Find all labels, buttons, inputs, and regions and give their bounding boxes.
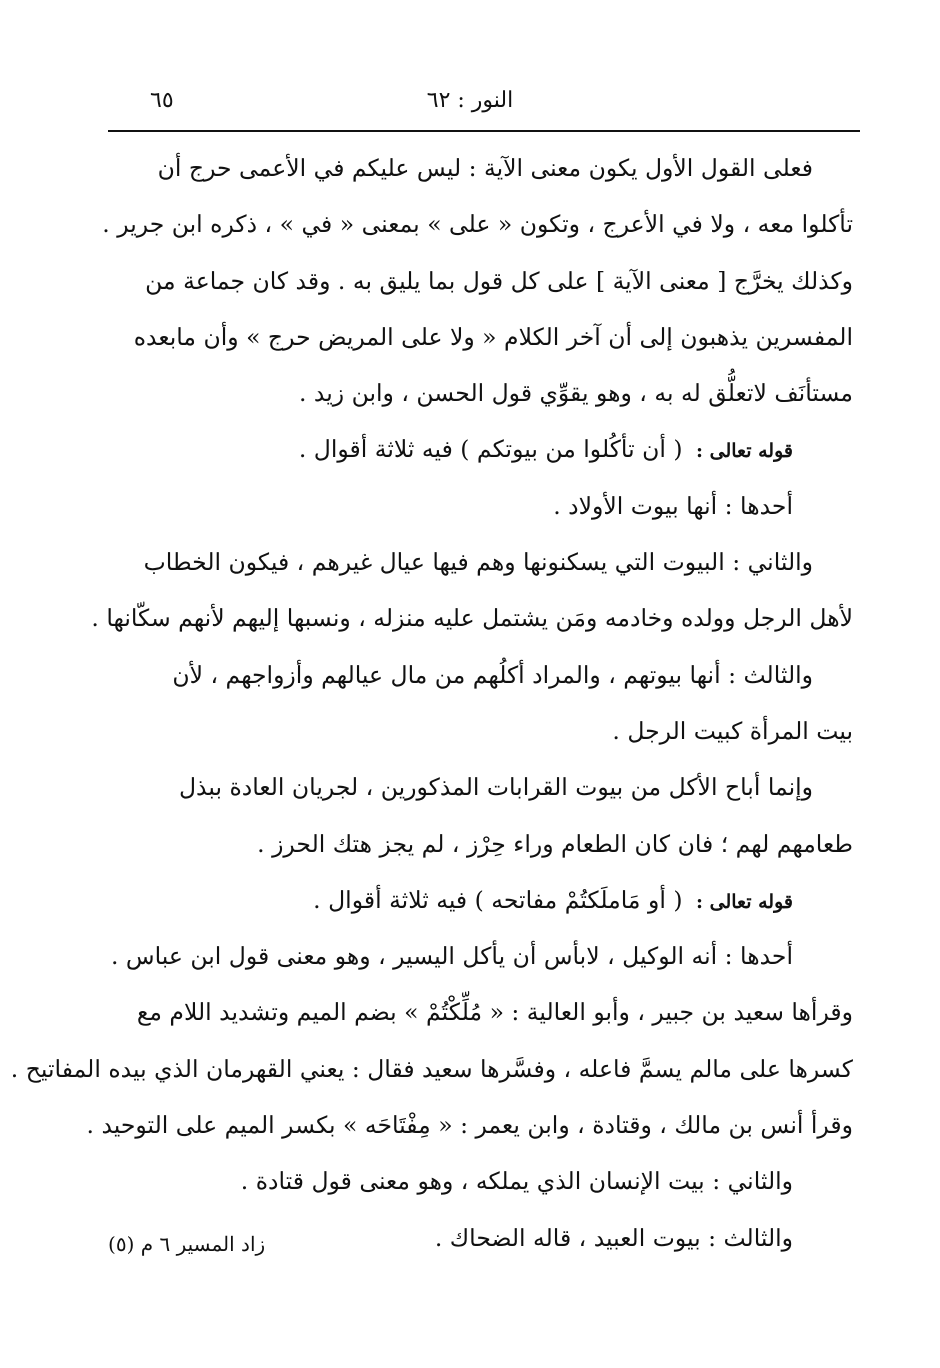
text-line: بيت المرأة كبيت الرجل . bbox=[612, 716, 853, 745]
text-line: كسرها على مالم يسمَّ فاعله ، وفسَّرها سعيد فقال : يعني القهرمان الذي بيده المفاتيح . bbox=[10, 1054, 853, 1083]
text-line: والثالث : بيوت العبيد ، قاله الضحاك . bbox=[434, 1223, 793, 1252]
text-line: والثاني : بيت الإنسان الذي يملكه ، وهو معنى قول قتادة . bbox=[240, 1167, 793, 1196]
text-line: لأهل الرجل وولده وخادمه ومَن يشتمل عليه منزله ، ونسبها إليهم لأنهم سكّانها . bbox=[91, 604, 853, 633]
text-line: أحدها : أنها بيوت الأولاد . bbox=[553, 491, 793, 520]
text-line: فعلى القول الأول يكون معنى الآية : ليس عليكم في الأعمى حرج أن bbox=[157, 154, 813, 182]
page-header bbox=[0, 88, 940, 128]
qawl-label: قوله تعالى : bbox=[696, 440, 793, 463]
text-line: طعامهم لهم ؛ فان كان الطعام وراء حِرْز ، لم يجز هتك الحرز . bbox=[257, 829, 853, 858]
text-line: وقرأ أنس بن مالك ، وقتادة ، وابن يعمر : « مِفْتَاحَه » بكسر الميم على التوحيد . bbox=[86, 1111, 853, 1140]
verse-text: ( أن تأكُلوا من بيوتكم ) فيه ثلاثة أقوال . bbox=[298, 435, 683, 464]
page-footer: زاد المسير ٦ م (٥) bbox=[108, 1232, 266, 1256]
verse-heading bbox=[108, 421, 853, 477]
text-line: أحدها : أنه الوكيل ، لابأس أن يأكل اليسير ، وهو معنى قول ابن عباس . bbox=[110, 942, 793, 971]
verse-text: ( أو مَاملَكتُمْ مفاتحه ) فيه ثلاثة أقوال . bbox=[313, 885, 683, 914]
page-body bbox=[10, 140, 853, 1266]
text-line: وكذلك يخرَّج [ معنى الآية ] على كل قول بما يليق به . وقد كان جماعة من bbox=[145, 266, 853, 295]
header-rule bbox=[108, 130, 860, 132]
text-line: والثالث : أنها بيوتهم ، والمراد أكلُهم من مال عيالهم وأزواجهم ، لأن bbox=[172, 660, 813, 689]
verse-heading bbox=[108, 872, 853, 928]
text-line: تأكلوا معه ، ولا في الأعرج ، وتكون « على » بمعنى « في » ، ذكره ابن جرير . bbox=[102, 210, 853, 239]
text-line: وإنما أباح الأكل من بيوت القرابات المذكورين ، لجريان العادة ببذل bbox=[178, 773, 813, 802]
text-line: مستأنَف لاتعلُّق له به ، وهو يقوِّي قول الحسن ، وابن زيد . bbox=[298, 379, 853, 408]
running-title: النور : ٦٢ bbox=[426, 88, 514, 113]
text-line: والثاني : البيوت التي يسكنونها وهم فيها عيال غيرهم ، فيكون الخطاب bbox=[143, 548, 813, 577]
qawl-label: قوله تعالى : bbox=[696, 890, 793, 913]
text-line: وقرأها سعيد بن جبير ، وأبو العالية : « مُلِّكْتُمْ » بضم الميم وتشديد اللام مع bbox=[136, 998, 853, 1027]
text-line: المفسرين يذهبون إلى أن آخر الكلام « ولا على المريض حرج » وأن مابعده bbox=[133, 322, 853, 351]
page-number: ٦٥ bbox=[150, 88, 174, 113]
